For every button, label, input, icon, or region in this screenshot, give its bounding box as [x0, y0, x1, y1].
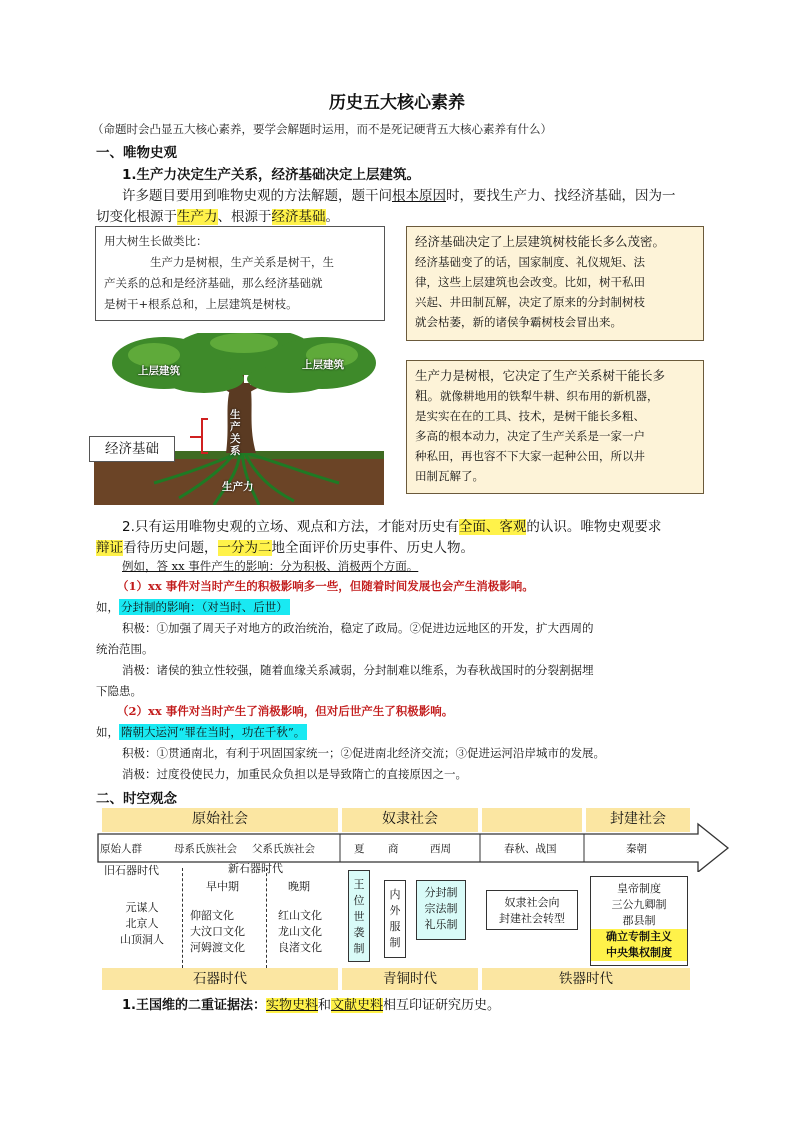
- label-neolithic: 新石器时代: [228, 862, 283, 875]
- label-early-humans: 原始人群: [100, 843, 142, 855]
- human-item: 山顶洞人: [120, 933, 164, 946]
- box-transition: [486, 890, 578, 930]
- text: 切变化根源于: [96, 209, 177, 225]
- age-iron: 铁器时代: [482, 968, 690, 990]
- highlight-autocracy: 确立专制主义: [591, 929, 687, 945]
- label-shang: 商: [388, 843, 399, 855]
- page-title: 历史五大核心素养: [329, 93, 465, 113]
- analogy-box: [95, 226, 385, 321]
- label-productivity: 生产力: [222, 481, 254, 493]
- timeline-diagram: [96, 808, 732, 990]
- case-1-example: [96, 599, 290, 615]
- tree-illustration: [94, 333, 384, 505]
- qin-item: 郡县制: [622, 914, 656, 927]
- highlight-centralization: 中央集权制度: [591, 945, 687, 961]
- box-zhou-systems: [416, 880, 466, 940]
- paragraph-dual-evidence: [122, 994, 500, 1013]
- economic-base-explanation-box: [406, 226, 704, 341]
- explanation-line: 是实实在在的工具、技术，是树干能长多粗、: [415, 409, 645, 423]
- case-1-positive: 积极：①加强了周天子对地方的政治统治，稳定了政局。②促进边远地区的开发，扩大西周的: [122, 621, 594, 635]
- era-slave: 奴隶社会: [342, 808, 478, 832]
- text: 看待历史问题，: [123, 540, 218, 556]
- qin-item: 皇帝制度: [617, 882, 661, 895]
- case-1-positive-cont: 统治范围。: [96, 642, 154, 656]
- divider: [182, 868, 183, 968]
- text: 地全面评价历史事件、历史人物。: [271, 540, 474, 556]
- explanation-line: 经济基础变了的话，国家制度、礼仪规矩、法: [415, 255, 645, 269]
- highlight-physical-sources: 实物史料: [265, 998, 318, 1013]
- culture-item: 仰韶文化: [190, 909, 234, 922]
- highlight-feudal-example: 分封制的影响：（对当时、后世）: [121, 600, 288, 614]
- text: 如，: [96, 600, 119, 614]
- analogy-line: 产关系的总和是经济基础，那么经济基础就: [104, 276, 323, 290]
- productivity-explanation-box: [406, 360, 704, 494]
- highlight-economic-base: 经济基础: [271, 209, 326, 225]
- label-xia: 夏: [354, 843, 365, 855]
- text: 和: [318, 998, 332, 1013]
- case-2-example: [96, 724, 307, 740]
- human-item: 北京人: [125, 917, 159, 930]
- instruction-note: （命题时会凸显五大核心素养，要学会解题时运用，而不是死记硬背五大核心素养有什么）: [92, 122, 552, 136]
- text: 粗。: [415, 388, 441, 403]
- label-patrilineal: 父系氏族社会: [252, 843, 315, 855]
- highlight-productivity: 生产力: [177, 209, 218, 225]
- divider: [266, 868, 267, 968]
- explanation-line: [415, 386, 695, 406]
- early-culture-list: [190, 908, 245, 956]
- highlight-two-sides: 一分为二: [217, 540, 272, 556]
- culture-item: 龙山文化: [278, 925, 322, 938]
- transition-line: 奴隶社会向: [504, 896, 560, 909]
- explanation-line: 多高的根本动力，决定了生产关系是一家一户: [415, 429, 645, 443]
- human-item: 元谋人: [125, 901, 159, 914]
- case-2-title: （2）xx 事件对当时产生了消极影响，但对后世产生了积极影响。: [117, 704, 454, 718]
- label-qin: 秦朝: [626, 843, 647, 855]
- box-hereditary-kingship: 王位世袭制: [348, 870, 370, 962]
- age-stone: 石器时代: [102, 968, 338, 990]
- culture-item: 河姆渡文化: [190, 941, 245, 954]
- human-list: [116, 900, 168, 948]
- paragraph-point-2-line-1: [122, 515, 661, 535]
- case-2-negative: 消极：过度役使民力，加重民众负担以是导致隋亡的直接原因之一。: [122, 767, 467, 781]
- text: 时，要找生产力、找经济基础，因为一: [446, 188, 676, 204]
- label-superstructure-right: 上层建筑: [302, 359, 344, 371]
- culture-item: 大汶口文化: [190, 925, 245, 938]
- culture-item: 红山文化: [278, 909, 322, 922]
- paragraph-line-2: [96, 205, 339, 225]
- age-bronze: 青铜时代: [342, 968, 478, 990]
- label-early-mid: 早中期: [206, 880, 239, 893]
- explanation-line: 兴起、井田制瓦解，决定了原来的分封制树枝: [415, 295, 645, 309]
- case-1-negative-cont: 下隐患。: [96, 684, 142, 698]
- text: 就像耕地用的铁犁牛耕、织布用的新机器，: [440, 389, 659, 403]
- text: 许多题目要用到唯物史观的方法解题，题干问: [122, 188, 392, 204]
- culture-item: 良渚文化: [278, 941, 322, 954]
- highlight-comprehensive: 全面、客观: [458, 519, 527, 535]
- label-superstructure-left: 上层建筑: [138, 365, 180, 377]
- highlight-dialectic: 辩证: [96, 540, 123, 556]
- text: 如，: [96, 725, 119, 739]
- label-late: 晚期: [288, 880, 310, 893]
- box-qin-systems: [590, 876, 688, 966]
- text: 。: [325, 209, 339, 225]
- section-heading-materialism: 一、唯物史观: [96, 145, 177, 161]
- case-1-title: （1）xx 事件对当时产生的积极影响多一些，但随着时间发展也会产生消极影响。: [117, 579, 534, 593]
- qin-item: 三公九卿制: [611, 898, 667, 911]
- section-heading-spacetime: 二、时空观念: [96, 791, 177, 807]
- system-item: 礼乐制: [424, 918, 458, 931]
- explanation-line: 律，这些上层建筑也会改变。比如，树干私田: [415, 275, 645, 289]
- box-inner-outer-service: 内外服制: [384, 880, 406, 958]
- label-production-relations: 生产关系: [230, 409, 241, 457]
- explanation-heading: 经济基础决定了上层建筑树枝能长多么茂密。: [415, 234, 666, 249]
- paragraph-point-2-line-2: [96, 536, 474, 556]
- label-western-zhou: 西周: [430, 843, 451, 855]
- era-feudal: 封建社会: [586, 808, 690, 832]
- text: 1.王国维的二重证据法：: [122, 998, 266, 1013]
- analogy-line: 是树干+根系总和，上层建筑是树枝。: [104, 297, 298, 311]
- case-1-negative: 消极：诸侯的独立性较强，随着血缘关系减弱，分封制难以维系，为春秋战国时的分裂割据埋: [122, 663, 594, 677]
- underlined-text: 根本原因: [392, 188, 446, 204]
- transition-line: 封建社会转型: [499, 912, 565, 925]
- explanation-heading: 生产力是树根，它决定了生产关系树干能长多: [415, 368, 666, 383]
- example-line: 例如，答 xx 事件产生的影响：分为积极、消极两个方面。: [122, 559, 419, 573]
- system-item: 宗法制: [424, 902, 458, 915]
- label-paleolithic: 旧石器时代: [104, 864, 159, 877]
- explanation-line: 就会枯萎，新的诸侯争霸树枝会冒出来。: [415, 315, 622, 329]
- explanation-line: 种私田，再也容不下大家一起种公田，所以井: [415, 449, 645, 463]
- paragraph-line-1: [122, 184, 676, 204]
- analogy-line: 用大树生长做类比：: [104, 234, 208, 248]
- system-item: 分封制: [424, 886, 458, 899]
- late-culture-list: [278, 908, 322, 956]
- analogy-line: 生产力是树根，生产关系是树干，生: [150, 255, 334, 269]
- label-economic-base: 经济基础: [89, 436, 175, 462]
- text: 2.只有运用唯物史观的立场、观点和方法，才能对历史有: [122, 519, 459, 535]
- label-matrilineal: 母系氏族社会: [174, 843, 237, 855]
- text: 的认识。唯物史观要求: [526, 519, 662, 535]
- highlight-documentary-sources: 文献史料: [331, 998, 384, 1013]
- case-2-positive: 积极：①贯通南北，有利于巩固国家统一；②促进南北经济交流；③促进运河沿岸城市的发展。: [122, 746, 605, 760]
- subheading-productivity: 1.生产力决定生产关系，经济基础决定上层建筑。: [122, 167, 421, 183]
- text: 、根源于: [217, 209, 272, 225]
- era-primitive: 原始社会: [102, 808, 338, 832]
- explanation-line: 田制瓦解了。: [415, 469, 484, 483]
- highlight-canal-example: 隋朝大运河“罪在当时，功在千秋”。: [121, 725, 306, 739]
- label-spring-autumn: 春秋、战国: [504, 843, 557, 855]
- text: 相互印证研究历史。: [383, 998, 501, 1013]
